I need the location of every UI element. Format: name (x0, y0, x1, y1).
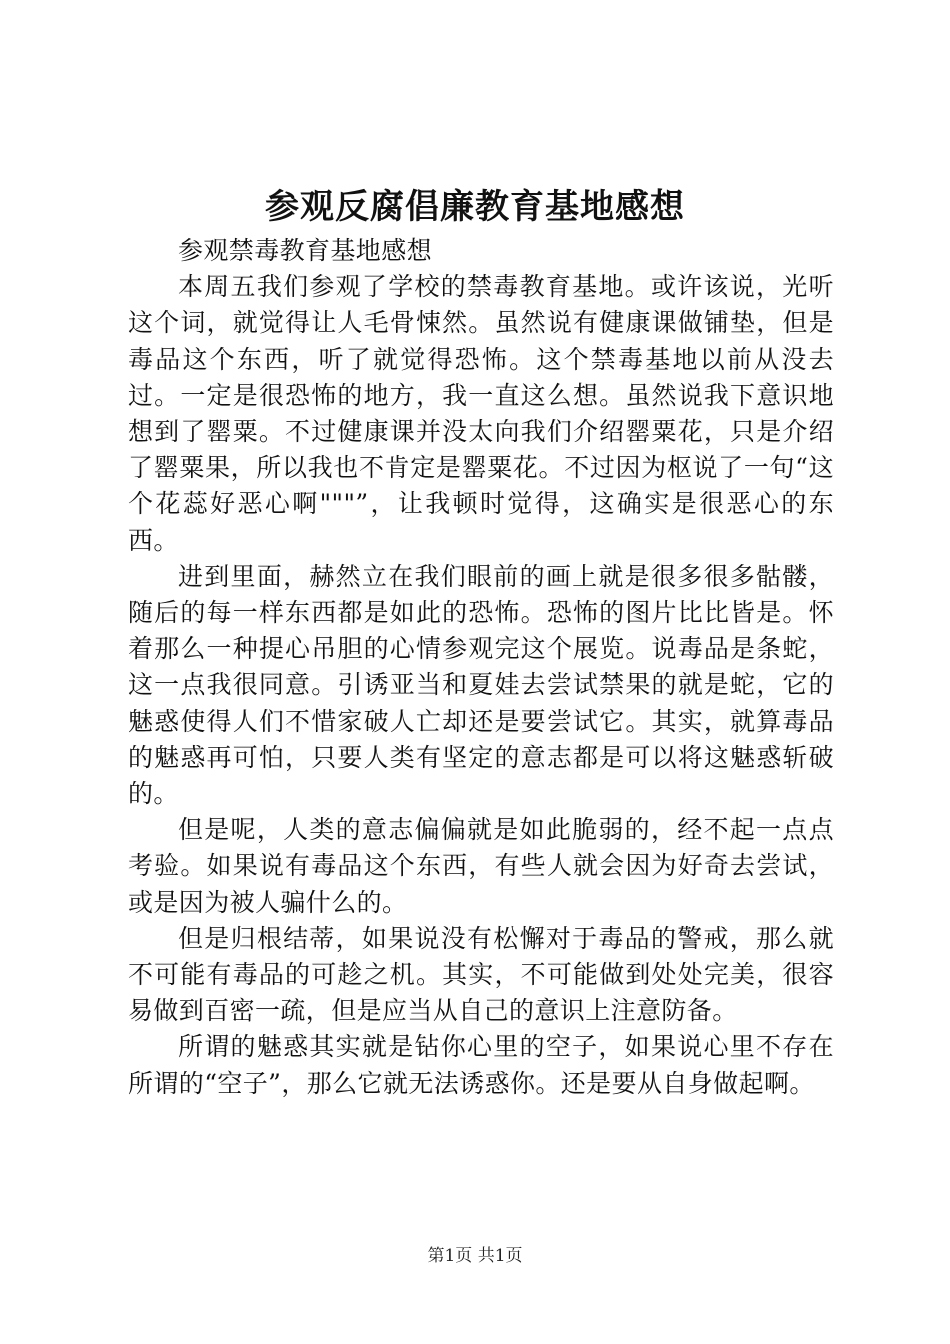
document-title: 参观反腐倡廉教育基地感想 (265, 187, 685, 227)
body-paragraph: 但是归根结蒂，如果说没有松懈对于毒品的警戒，那么就不可能有毒品的可趁之机。其实，不可能做到处处完美，很容易做到百密一疏，但是应当从自己的意识上注意防备。 (128, 923, 834, 1026)
body-paragraph: 所谓的魅惑其实就是钻你心里的空子，如果说心里不存在所谓的“空子”，那么它就无法诱惑你。还是要从自身做起啊。 (128, 1032, 834, 1098)
body-paragraph: 本周五我们参观了学校的禁毒教育基地。或许该说，光听这个词，就觉得让人毛骨悚然。虽然说有健康课做铺垫，但是毒品这个东西，听了就觉得恐怖。这个禁毒基地以前从没去过。一定是很恐怖的地方，我一直这么想。虽然说我下意识地想到了罂粟。不过健康课并没太向我们介绍罂粟花，只是介绍了罂粟果，所以我也不肯定是罂粟花。不过因为枢说了一句“这个花蕊好恶心啊"""”，让我顿时觉得，这确实是很恶心的东西。 (128, 272, 834, 555)
body-paragraph: 进到里面，赫然立在我们眼前的画上就是很多很多骷髅，随后的每一样东西都是如此的恐怖。恐怖的图片比比皆是。怀着那么一种提心吊胆的心情参观完这个展览。说毒品是条蛇，这一点我很同意。引诱亚当和夏娃去尝试禁果的就是蛇，它的魅惑使得人们不惜家破人亡却还是要尝试它。其实，就算毒品的魅惑再可怕，只要人类有坚定的意志都是可以将这魅惑斩破的。 (128, 561, 834, 809)
page-footer: 第1页 共1页 (427, 1246, 523, 1266)
body-paragraph: 但是呢，人类的意志偏偏就是如此脆弱的，经不起一点点考验。如果说有毒品这个东西，有些人就会因为好奇去尝试，或是因为被人骗什么的。 (128, 815, 834, 917)
body-paragraph-subtitle: 参观禁毒教育基地感想 (178, 236, 433, 265)
document-body (128, 233, 834, 1102)
